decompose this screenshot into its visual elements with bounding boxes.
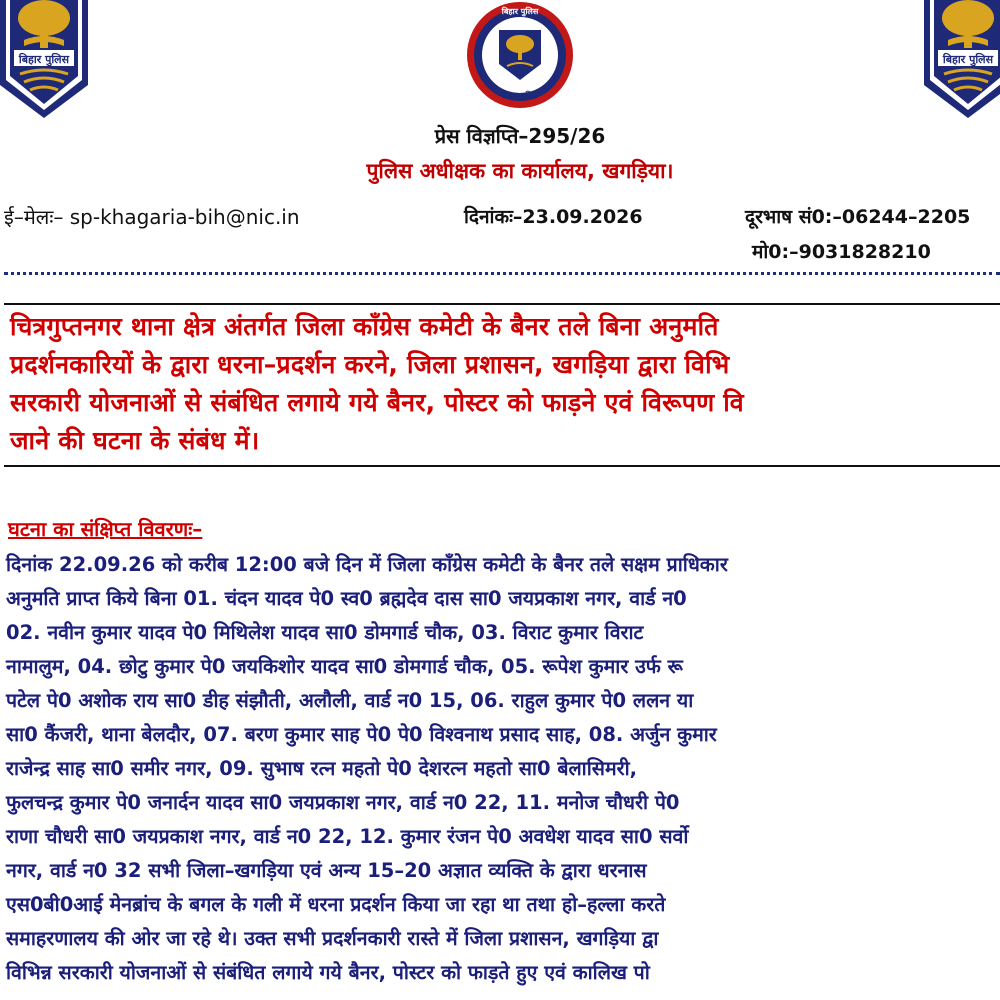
body-line: दिनांक 22.09.26 को करीब 12:00 बजे दिन में जिला कॉंग्रेस कमेटी के बैनर तले सक्षम प्राधिकार bbox=[6, 553, 728, 576]
left-badge-label: बिहार पुलिस bbox=[18, 53, 70, 66]
body-line: राजेन्द्र साह सा0 समीर नगर, 09. सुभाष रत्न महतो पे0 देशरत्न महतो सा0 बेलासिमरी, bbox=[6, 757, 638, 780]
email-line: ई–मेलः– sp-khagaria-bih@nic.in bbox=[4, 205, 300, 229]
bihar-police-badge-right bbox=[918, 0, 1000, 120]
body-line: अनुमति प्राप्त किये बिना 01. चंदन यादव पे0 स्व0 ब्रह्मदेव दास सा0 जयप्रकाश नगर, वार्ड न0 bbox=[6, 587, 687, 610]
incident-body bbox=[0, 548, 1000, 1000]
emblem-bottom-text: बिहार पुलिस bbox=[501, 91, 539, 100]
office-name: पुलिस अधीक्षक का कार्यालय, खगड़िया। bbox=[366, 159, 674, 183]
body-line: नामालुम, 04. छोटु कुमार पे0 जयकिशोर यादव सा0 डोमगार्ड चौक, 05. रूपेश कुमार उर्फ रू bbox=[6, 655, 683, 678]
body-line: फुलचन्द्र कुमार पे0 जनार्दन यादव सा0 जयप्रकाश नगर, वार्ड न0 22, 11. मनोज चौधरी पे0 bbox=[6, 791, 680, 814]
body-line: विभिन्न सरकारी योजनाओं से संबंधित लगाये गये बैनर, पोस्टर को फाड़ते हुए एवं कालिख पो bbox=[6, 961, 650, 984]
date-line: दिनांकः–23.09.2026 bbox=[464, 206, 643, 228]
body-line: समाहरणालय की ओर जा रहे थे। उक्त सभी प्रदर्शनकारी रास्ते में जिला प्रशासन, खगड़िया द्वा bbox=[6, 927, 659, 950]
body-line: 02. नवीन कुमार यादव पे0 मिथिलेश यादव सा0 डोमगार्ड चौक, 03. विराट कुमार विराट bbox=[6, 621, 644, 644]
body-line: राणा चौधरी सा0 जयप्रकाश नगर, वार्ड न0 22, 12. कुमार रंजन पे0 अवधेश यादव सा0 सर्वो bbox=[6, 825, 689, 848]
emblem-top-text: बिहार पुलिस bbox=[501, 7, 539, 16]
subject-line: चित्रगुप्तनगर थाना क्षेत्र अंतर्गत जिला कॉंग्रेस कमेटी के बैनर तले बिना अनुमति bbox=[10, 312, 719, 341]
press-release-number: प्रेस विज्ञप्ति–295/26 bbox=[434, 124, 606, 148]
body-line: सा0 कैंजरी, थाना बेलदौर, 07. बरण कुमार साह पे0 पे0 विश्वनाथ प्रसाद साह, 08. अर्जुन कुमार bbox=[6, 723, 717, 746]
body-line: नगर, वार्ड न0 32 सभी जिला–खगड़िया एवं अन्य 15–20 अज्ञात व्यक्ति के द्वारा धरनास bbox=[6, 859, 647, 882]
bihar-police-round-emblem bbox=[455, 0, 585, 110]
body-line: एस0बी0आई मेनब्रांच के बगल के गली में धरना प्रदर्शन किया जा रहा था तथा हो–हल्ला करते bbox=[6, 893, 666, 916]
section-heading: घटना का संक्षिप्त विवरणः– bbox=[8, 517, 203, 541]
subject-box bbox=[4, 303, 1000, 467]
bihar-police-badge-left bbox=[0, 0, 94, 120]
subject-line: जाने की घटना के संबंध में। bbox=[10, 426, 260, 455]
right-badge-label: बिहार पुलिस bbox=[942, 53, 994, 66]
subject-line: प्रदर्शनकारियों के द्वारा धरना–प्रदर्शन करने, जिला प्रशासन, खगड़िया द्वारा विभि bbox=[10, 350, 730, 379]
body-line: पटेल पे0 अशोक राय सा0 डीह संझौती, अलौली, वार्ड न0 15, 06. राहुल कुमार पे0 ललन या bbox=[6, 689, 694, 712]
mobile-line: मो0:–9031828210 bbox=[752, 241, 931, 263]
phone-line: दूरभाष सं0:–06244–2205 bbox=[745, 206, 971, 228]
subject-line: सरकारी योजनाओं से संबंधित लगाये गये बैनर, पोस्टर को फाड़ने एवं विरूपण वि bbox=[10, 388, 744, 417]
header-divider bbox=[4, 272, 1000, 275]
